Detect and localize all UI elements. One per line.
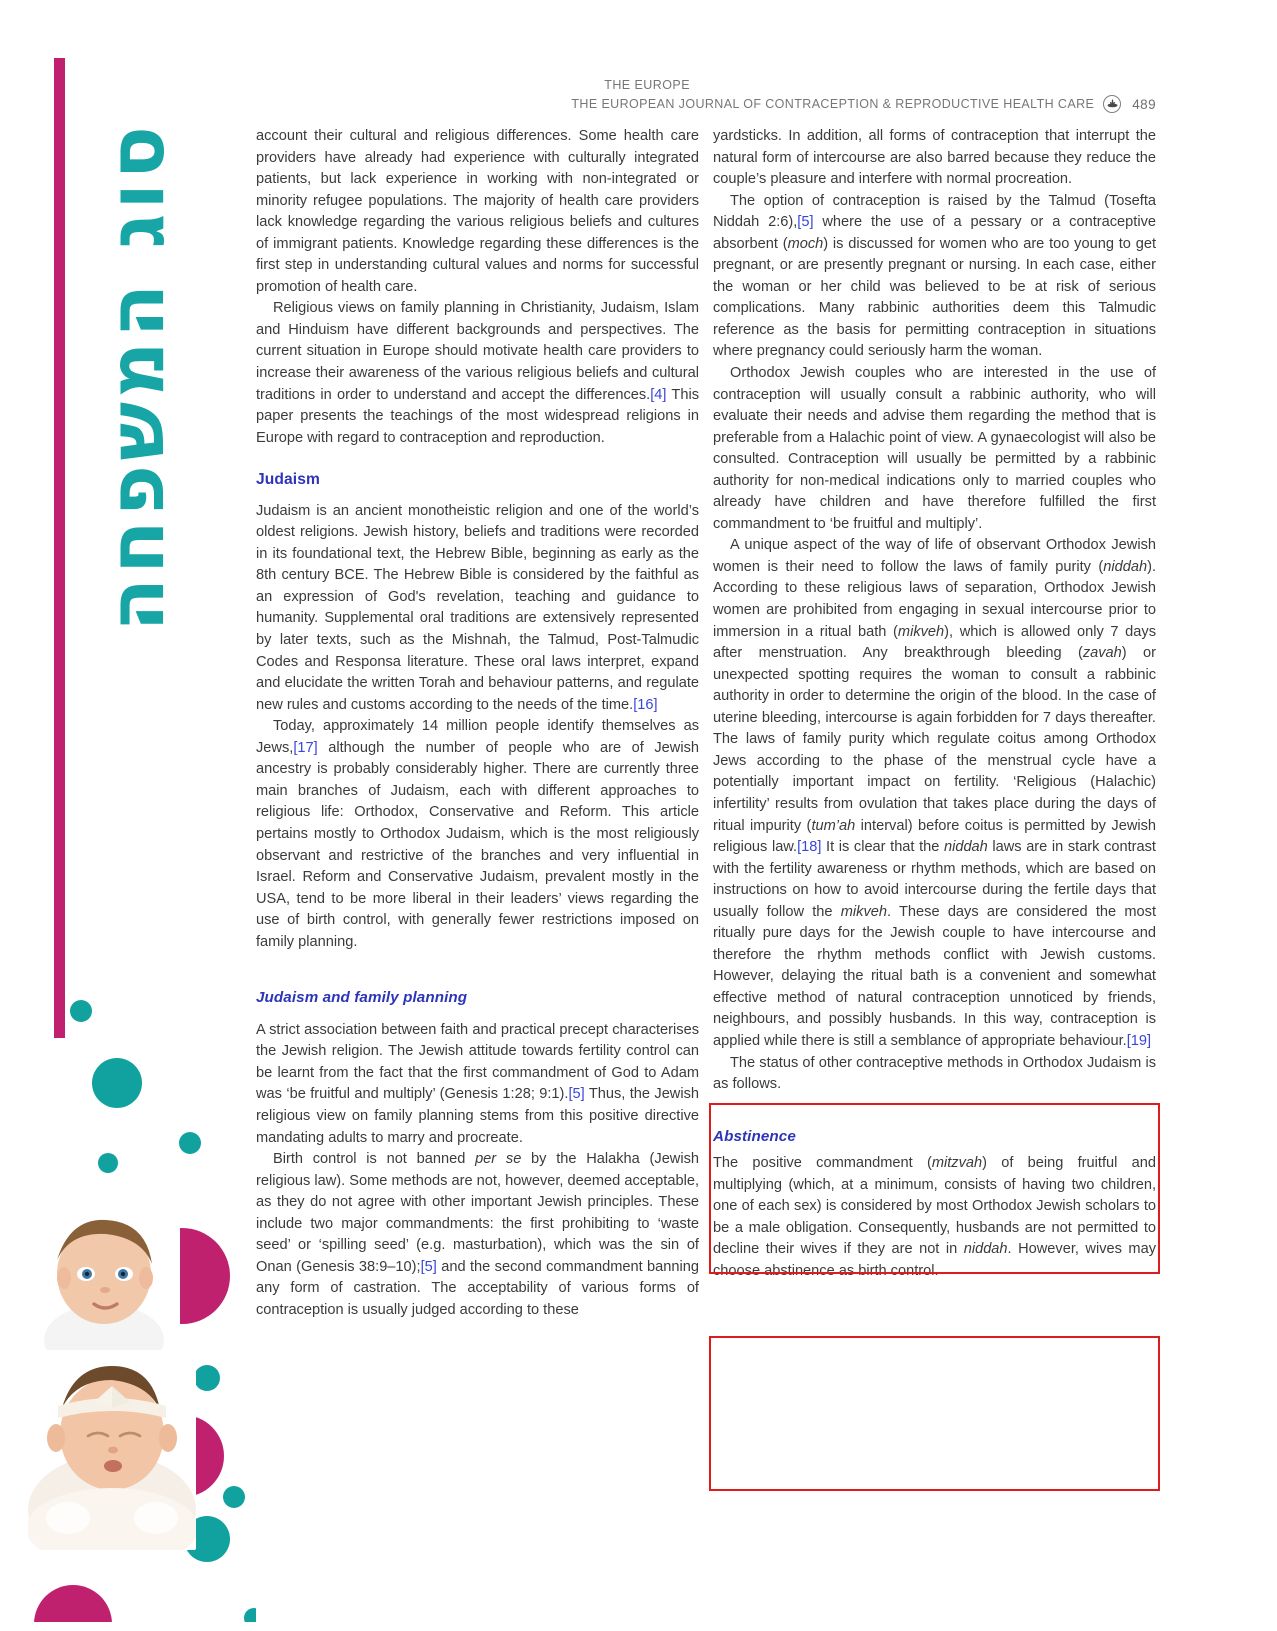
citation-reference[interactable]: [4]	[650, 386, 667, 403]
body-paragraph: Religious views on family planning in Christianity, Judaism, Islam and Hinduism have different backgrounds and perspectives. The current situation in Europe should motivate health care providers to increase their awareness of the various religious beliefs and cultural traditions in order to understand and accept the differences.[4] This paper presents the teachings of the most widespread religions in Europe with regard to contraception and reproduction.	[256, 300, 699, 446]
body-paragraph: Orthodox Jewish couples who are interested in the use of contraception will usually consult a rabbinic authority, who will evaluate their needs and advise them regarding the method that is preferable from a Halachic point of view. A gynaecologist will also be consulted. Contraception will usually be permitted by a rabbinic authority for non-medical indications only to married couples who already have children and have therefore fulfilled the first commandment to ‘be fruitful and multiply’.	[713, 365, 1156, 532]
emphasis-text: per se	[475, 1151, 522, 1168]
citation-reference[interactable]: [16]	[633, 696, 658, 713]
family-planning-paragraphs	[256, 1020, 699, 1322]
decor-dot-teal-8	[244, 1608, 256, 1622]
decor-dot-magenta-3	[34, 1585, 112, 1622]
emphasis-text: niddah	[1103, 558, 1148, 575]
decor-dot-teal-5	[194, 1365, 220, 1391]
left-intro-paragraphs	[256, 126, 699, 449]
emphasis-text: zavah	[1082, 645, 1122, 662]
citation-reference[interactable]: [5]	[568, 1086, 585, 1103]
section-heading-judaism: Judaism	[256, 471, 320, 489]
citation-reference[interactable]: [5]	[797, 214, 814, 231]
citation-reference[interactable]: [5]	[420, 1258, 437, 1275]
emphasis-text: moch	[787, 235, 824, 252]
decor-dot-teal-4	[98, 1153, 118, 1173]
emphasis-text: niddah	[963, 1241, 1008, 1258]
body-paragraph: Judaism is an ancient monotheistic religion and one of the world’s oldest religions. Jewish history, beliefs and traditions were recorded in its foundational text, the Hebrew Bible, beginning as early as the 8th century BCE. The Hebrew Bible is considered by the faithful as an expression of God's revelation, teaching and guidance to humanity. Supplemental oral traditions are extensively represented by later texts, such as the Mishnah, the Talmud, Post-Talmudic Codes and Responsa literature. These oral laws interpret, expand and elucidate the written Torah and behaviour patterns, and regulate new rules and customs according to the needs of the time.[16]	[256, 502, 699, 713]
body-paragraph: A strict association between faith and practical precept characterises the Jewish religion. The Jewish attitude towards fertility control can be learnt from the fact that the first commandment of God to Adam was ‘be fruitful and multiply’ (Genesis 1:28; 9:1).[5] Thus, the Jewish religious view on family planning stems from this positive directive mandating adults to marry and procreate.	[256, 1021, 700, 1146]
subheading-judaism-family-planning: Judaism and family planning	[256, 989, 468, 1007]
page-number: 489	[1132, 96, 1156, 112]
running-head	[256, 78, 1156, 113]
left-text-column	[256, 126, 699, 1321]
body-paragraph: A unique aspect of the way of life of observant Orthodox Jewish women is their need to follow the laws of family purity (niddah). According to these religious laws of separation, Orthodox Jewish women are prohibited from engaging in sexual intercourse prior to immersion in a ritual bath (mikveh), which is allowed only 7 days after menstruation. Any breakthrough bleeding (zavah) or unexpected spotting requires the woman to consult a rabbinic authority in order to determine the origin of the blood. In the case of uterine bleeding, intercourse is again forbidden for 7 days thereafter. The laws of family purity which regulate coitus among Orthodox Jews according to the phase of the menstrual cycle have a potentially important impact on fertility. ‘Religious (Halachic) infertility’ results from ovulation that takes place during the days of ritual impurity (tum’ah interval) before coitus is permitted by Jewish religious law.[18] It is clear that the niddah laws are in stark contrast with the fertility awareness or rhythm methods, which are based on instructions on how to avoid intercourse during the fertile days that usually follow the mikveh. These days are considered the most ritually pure days for the Jewish couple to have intercourse and therefore the rhythm methods conflict with Jewish customs. However, delaying the ritual bath is a convenient and somewhat effective method of natural contraception unnoticed by friends, neighbours, and possibly husbands. In this way, contraception is applied while there is still a semblance of appropriate behaviour.[19]	[713, 537, 1157, 1049]
emphasis-text: mikveh	[840, 903, 887, 920]
body-paragraph: The status of other contraceptive methods in Orthodox Judaism is as follows.	[713, 1054, 1156, 1093]
body-paragraph: Today, approximately 14 million people identify themselves as Jews,[17] although the number of people who are of Jewish ancestry is probably considerably higher. There are currently three main branches of Judaism, each with different approaches to religious life: Orthodox, Conservative and Reform. This article pertains mostly to Orthodox Judaism, which is the most religiously observant and restrictive of the branches and very influential in Israel. Reform and Conservative Judaism, prevalent mostly in the USA, tend to be more liberal in their leaders’ views regarding the use of birth control, with generally fewer restrictions imposed on family planning.	[256, 718, 699, 950]
judaism-paragraphs	[256, 501, 699, 953]
right-text-column	[713, 126, 1156, 1282]
decor-dot-teal-3	[179, 1132, 201, 1154]
decorative-rail	[24, 10, 256, 1622]
baby-photo-awake	[30, 1208, 180, 1350]
emphasis-text: niddah	[943, 839, 988, 856]
right-body-paragraphs	[713, 126, 1156, 1096]
subheading-abstinence: Abstinence	[713, 1127, 796, 1145]
body-paragraph: account their cultural and religious differences. Some health care providers have already had experience with culturally integrated patients, but lack experience in working with non-integrated or minority refugee populations. The majority of health care providers lack knowledge regarding the various religious beliefs and cultures of immigrant patients. Knowledge regarding these differences is the first step in understanding cultural values and norms for successful promotion of health care.	[256, 128, 699, 295]
magenta-vertical-bar	[54, 58, 65, 1038]
citation-reference[interactable]: [17]	[293, 739, 318, 756]
baby-photo-sleeping	[28, 1350, 196, 1550]
journal-circle-icon	[1103, 95, 1121, 113]
decor-dot-teal-1	[70, 1000, 92, 1022]
emphasis-text: mikveh	[897, 623, 945, 640]
citation-reference[interactable]: [19]	[1126, 1032, 1152, 1049]
decor-dot-teal-2	[92, 1058, 142, 1108]
body-paragraph: The option of contraception is raised by the Talmud (Tosefta Niddah 2:6),[5] where the use of a pessary or a contraceptive absorbent (moch) is discussed for women who are too young to get pregnant, or are presently pregnant or nursing. In each case, either the woman or her child was believed to be at risk of serious complications. Many rabbinic authorities deem this Talmudic reference as the basis for permitting contraception in situations where pregnancy could seriously harm the woman.	[713, 192, 1156, 360]
body-paragraph: The positive commandment (mitzvah) of being fruitful and multiplying (which, at a minimum, consists of having two children, one of each sex) is considered by most Orthodox Jewish scholars to be a male obligation. Consequently, husbands are not permitted to decline their wives if they are not in niddah. However, wives may choose abstinence as birth control.	[713, 1155, 1156, 1279]
body-paragraph: yardsticks. In addition, all forms of contraception that interrupt the natural form of intercourse are also barred because they reduce the couple’s pleasure and interfere with normal procreation.	[713, 128, 1156, 188]
running-head-line1: THE EUROPE	[604, 78, 690, 92]
citation-reference[interactable]: [18]	[797, 839, 822, 856]
running-head-line2: THE EUROPEAN JOURNAL OF CONTRACEPTION & REPRODUCTIVE HEALTH CARE	[571, 97, 1095, 111]
emphasis-text: mitzvah	[931, 1155, 983, 1172]
decor-dot-teal-6	[223, 1486, 245, 1508]
abstinence-paragraphs	[713, 1153, 1156, 1282]
body-paragraph: Birth control is not banned per se by the Halakha (Jewish religious law). Some methods are not, however, deemed acceptable, as they do not agree with other important Jewish principles. These include two major commandments: the first prohibiting to ‘waste seed’ or ‘spilling seed’ (e.g. masturbation), which was the sin of Onan (Genesis 38:9–10);[5] and the second commandment banning any form of castration. The acceptability of various forms of contraception is usually judged according to these	[256, 1151, 699, 1318]
emphasis-text: tum’ah	[811, 817, 856, 834]
hebrew-vertical-title: סוג המשפחה	[92, 122, 182, 632]
